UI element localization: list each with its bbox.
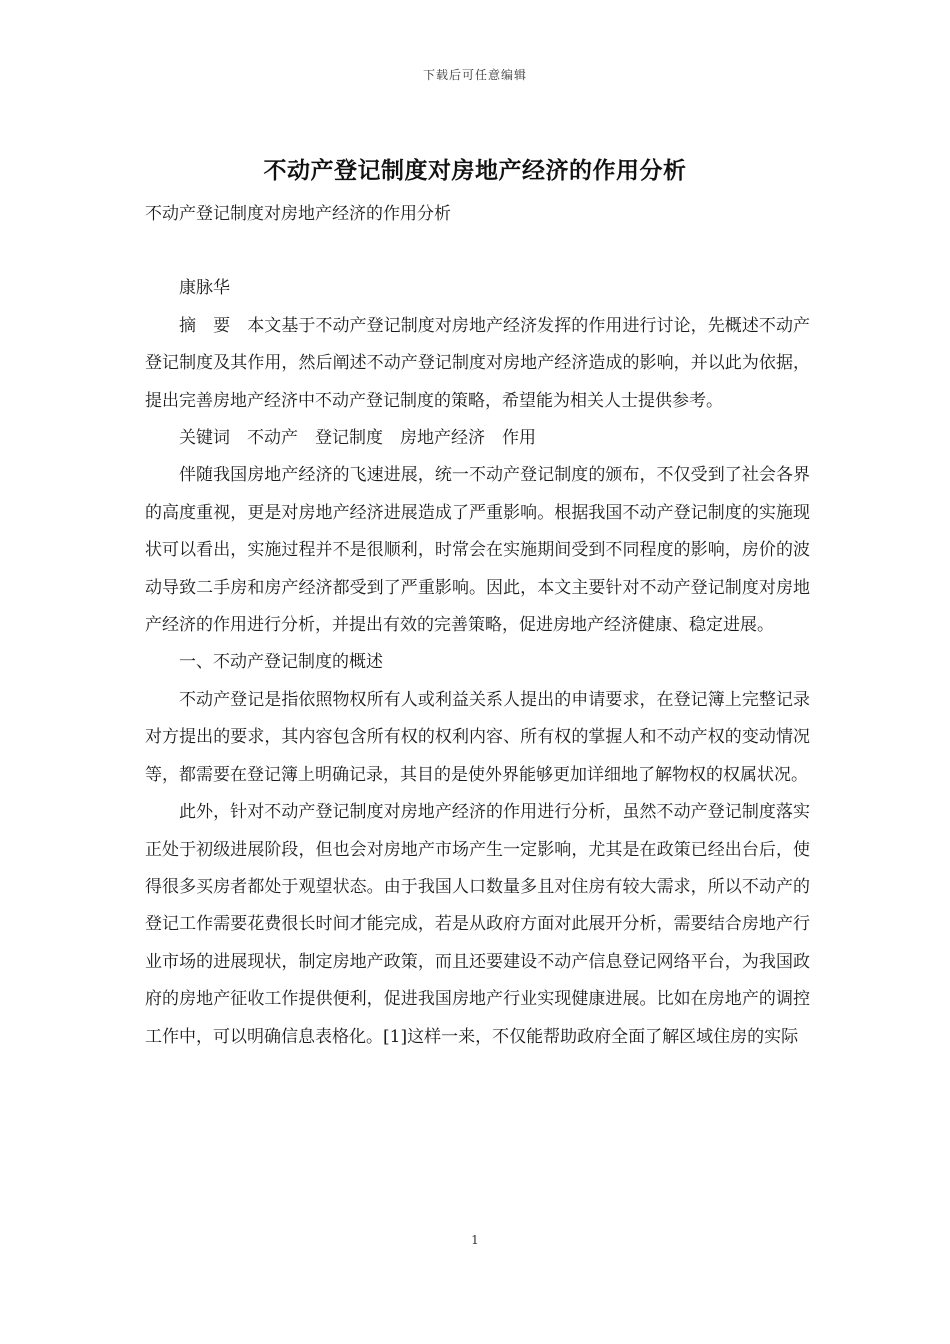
section-heading: 一、不动产登记制度的概述 [179, 652, 383, 673]
author-name: 康脉华 [179, 278, 230, 299]
body-paragraph: 不动产登记是指依照物权所有人或利益关系人提出的申请要求，在登记簿上完整记录对方提出的要求，其内容包含所有权的权利内容、所有权的掌握人和不动产权的变动情况等，都需要在登记簿上明确记录，其目的是使外界能够更加详细地了解物权的权属状况。 [145, 689, 810, 785]
document-body [145, 196, 810, 1056]
intro-paragraph: 伴随我国房地产经济的飞速进展，统一不动产登记制度的颁布，不仅受到了社会各界的高度重视，更是对房地产经济进展造成了严重影响。根据我国不动产登记制度的实施现状可以看出，实施过程并不是很顺利，时常会在实施期间受到不同程度的影响，房价的波动导致二手房和房产经济都受到了严重影响。因此，本文主要针对不动产登记制度对房地产经济的作用进行分析，并提出有效的完善策略，促进房地产经济健康、稳定进展。 [145, 465, 810, 636]
keywords-line: 关键词 不动产 登记制度 房地产经济 作用 [179, 428, 536, 449]
body-paragraph: 此外，针对不动产登记制度对房地产经济的作用进行分析，虽然不动产登记制度落实正处于初级进展阶段，但也会对房地产市场产生一定影响，尤其是在政策已经出台后，使得很多买房者都处于观望状态。由于我国人口数量多且对住房有较大需求，所以不动产的登记工作需要花费很长时间才能完成，若是从政府方面对此展开分析，需要结合房地产行业市场的进展现状，制定房地产政策，而且还要建设不动产信息登记网络平台，为我国政府的房地产征收工作提供便利，促进我国房地产行业实现健康进展。比如在房地产的调控工作中，可以明确信息表格化。[1]这样一来，不仅能帮助政府全面了解区域住房的实际 [145, 802, 810, 1047]
blank-line [145, 233, 810, 270]
abstract-paragraph: 摘 要 本文基于不动产登记制度对房地产经济发挥的作用进行讨论，先概述不动产登记制度及其作用，然后阐述不动产登记制度对房地产经济造成的影响，并以此为依据，提出完善房地产经济中不动产登记制度的策略，希望能为相关人士提供参考。 [145, 315, 810, 411]
page-header-note: 下载后可任意编辑 [422, 68, 527, 82]
document-subtitle: 不动产登记制度对房地产经济的作用分析 [145, 204, 451, 224]
page-number: 1 [471, 1233, 479, 1247]
document-title: 不动产登记制度对房地产经济的作用分析 [263, 158, 687, 184]
